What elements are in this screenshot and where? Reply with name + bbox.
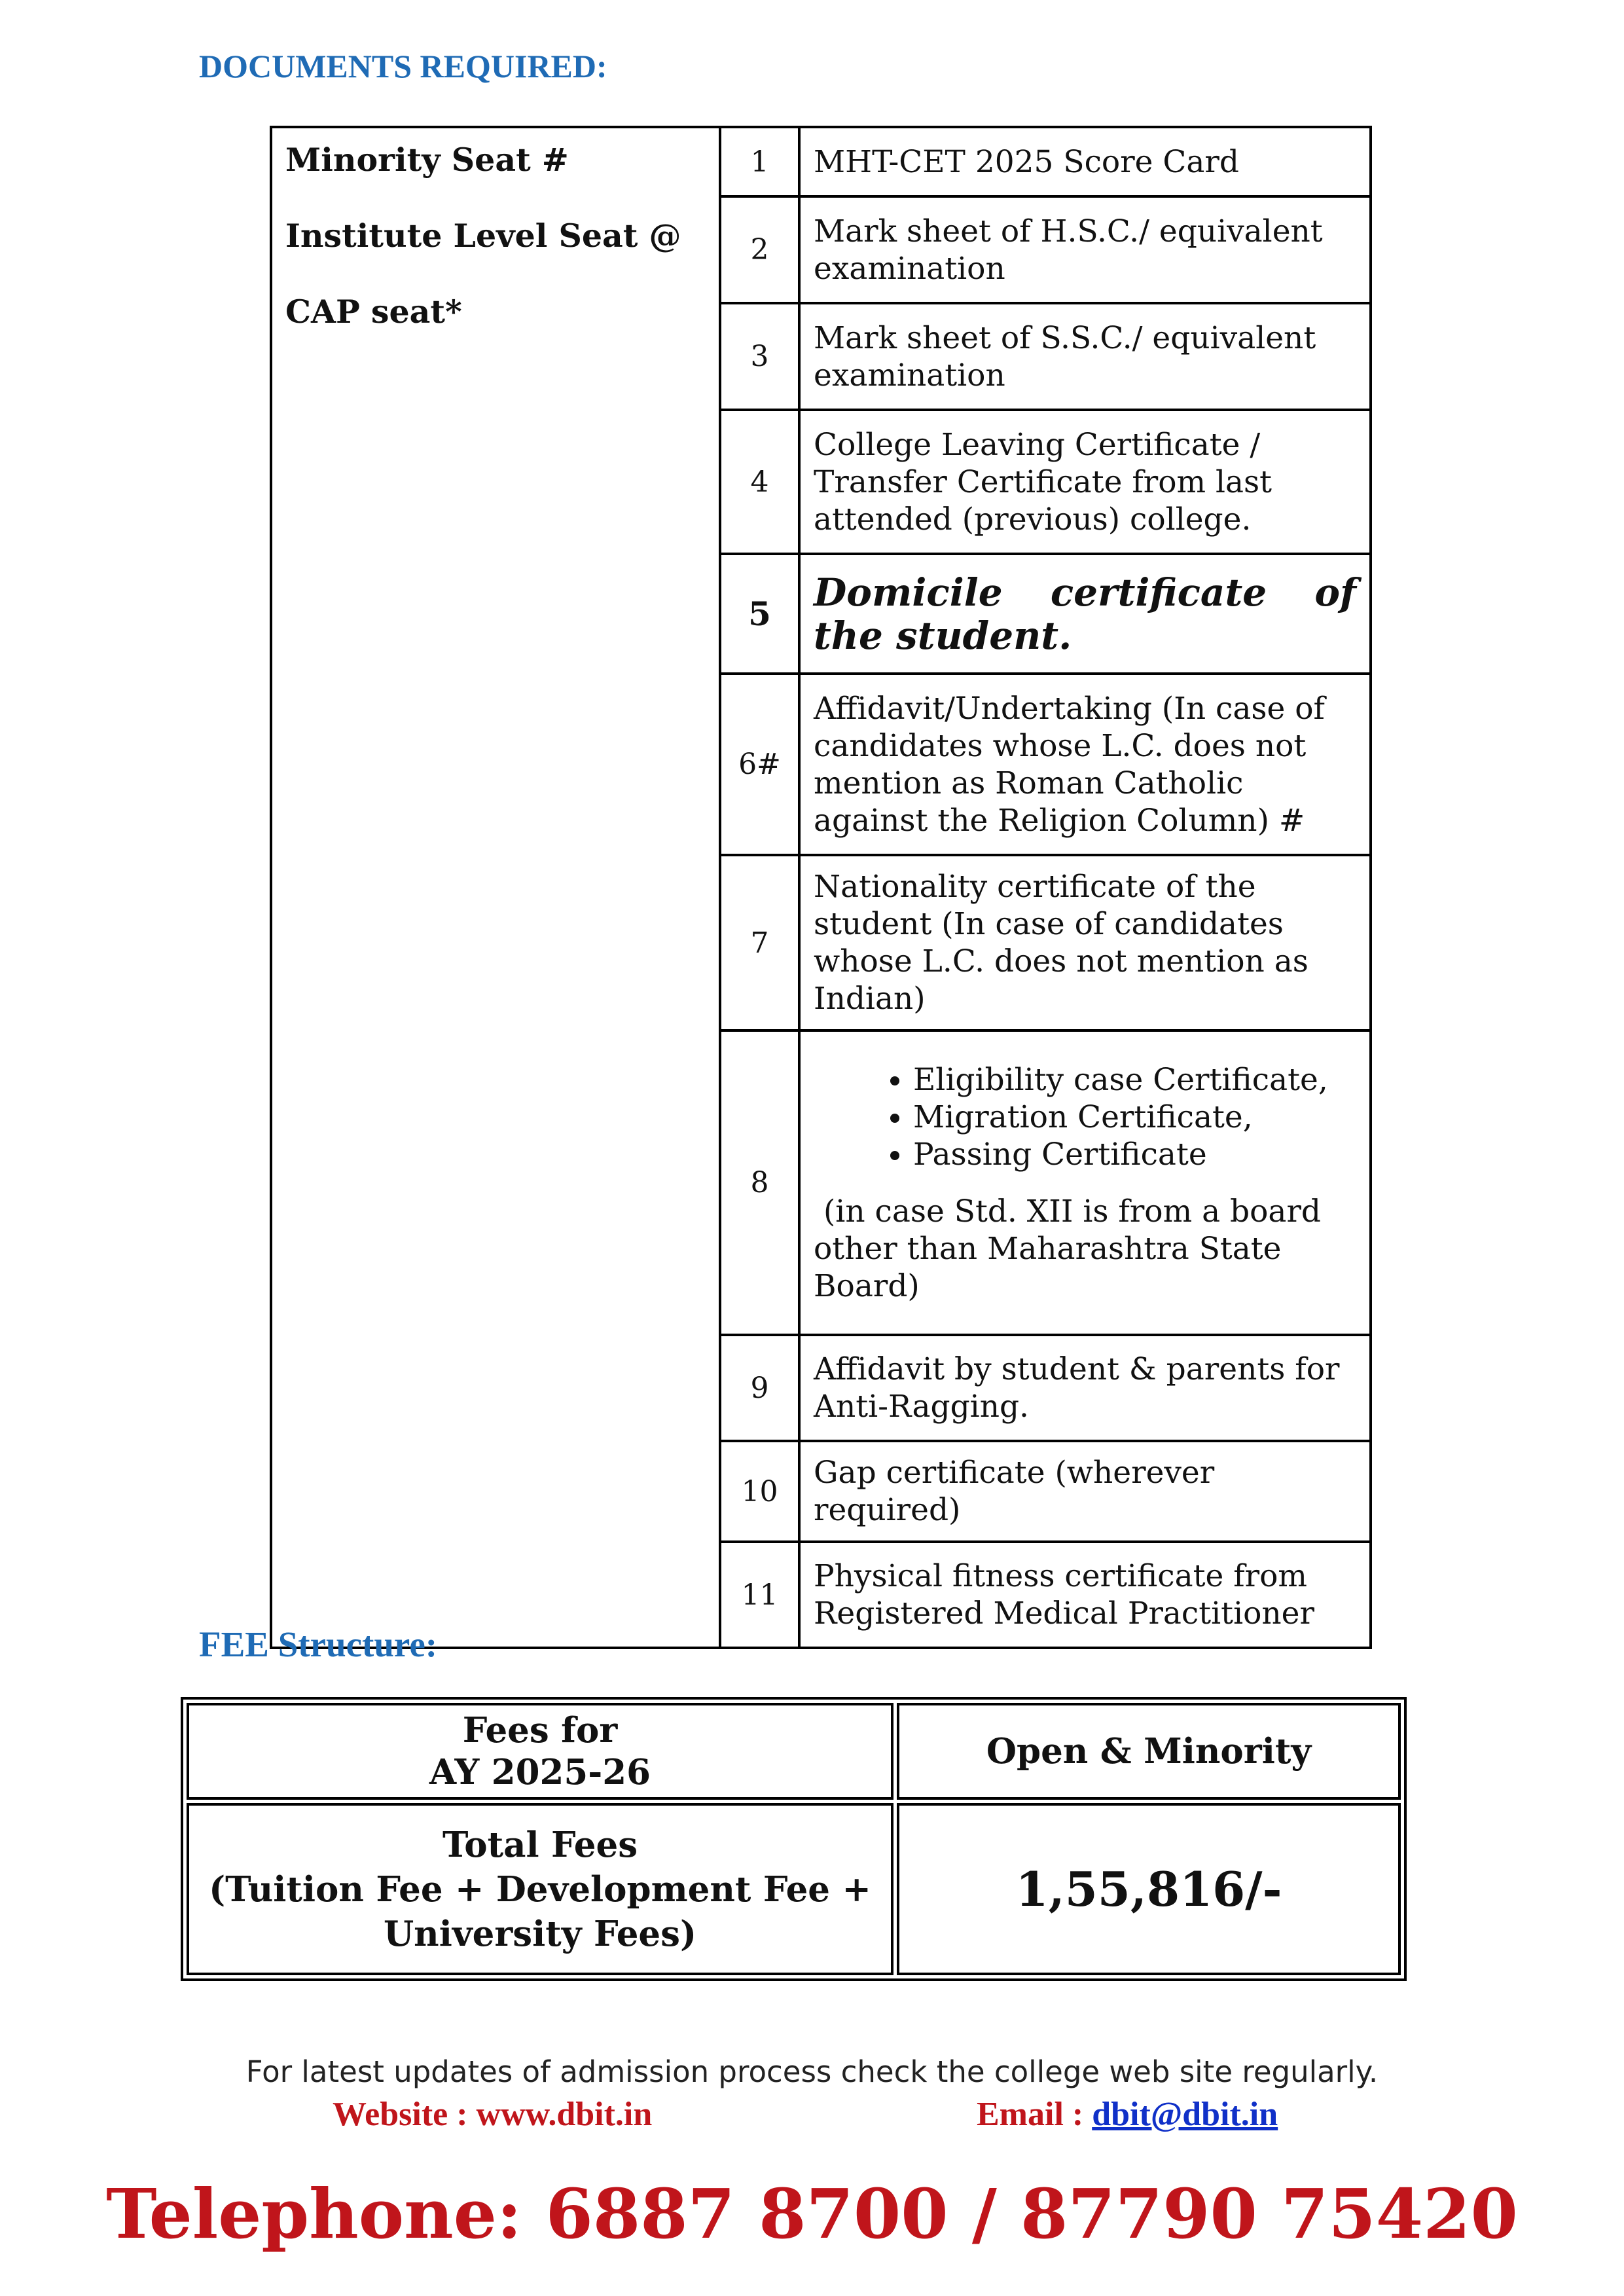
document-note: (in case Std. XII is from a board other than Maharashtra State Board) [814, 1193, 1331, 1304]
document-description: Nationality certificate of the student (In case of candidates whose L.C. does not mention as Indian) [799, 855, 1371, 1030]
updates-note: For latest updates of admission process check the college web site regularly. [245, 2054, 1379, 2089]
academic-year-label: AY 2025-26 [429, 1752, 651, 1793]
fee-table [181, 1697, 1407, 1981]
document-row [271, 127, 1371, 196]
website-contact: Website : www.dbit.in [333, 2096, 653, 2133]
document-number: 3 [720, 303, 799, 410]
document-description: Mark sheet of H.S.C./ equivalent examination [799, 196, 1371, 303]
document-number: 2 [720, 196, 799, 303]
list-item: • Passing Certificate [913, 1136, 1356, 1173]
email-contact [977, 2095, 1278, 2134]
eligibility-list [814, 1061, 1356, 1173]
document-description: Mark sheet of S.S.C./ equivalent examination [799, 303, 1371, 410]
list-item: • Eligibility case Certificate, [913, 1061, 1356, 1099]
seat-type-cap: CAP seat* [285, 293, 462, 331]
fee-breakdown-line: University Fees) [383, 1913, 697, 1954]
document-number: 9 [720, 1335, 799, 1441]
document-description-with-list [799, 1030, 1371, 1335]
fee-breakdown-line: (Tuition Fee + Development Fee + [209, 1868, 871, 1910]
telephone-contact: Telephone: 6887 8700 / 87790 75420 [106, 2174, 1518, 2254]
email-label: Email : [977, 2096, 1092, 2133]
document-number: 4 [720, 410, 799, 554]
seat-type-minority: Minority Seat # [285, 141, 569, 179]
fee-total-row [187, 1803, 1401, 1975]
fee-structure-heading: FEE Structure: [199, 1624, 438, 1664]
document-description: Physical fitness certificate from Registered Medical Practitioner [799, 1542, 1371, 1648]
document-description: College Leaving Certificate / Transfer Certificate from last attended (previous) college. [799, 410, 1371, 554]
list-item: • Migration Certificate, [913, 1099, 1356, 1136]
fee-header-row [187, 1703, 1401, 1800]
document-number: 7 [720, 855, 799, 1030]
seat-type-institute-level: Institute Level Seat @ [285, 217, 681, 255]
fee-category-header: Open & Minority [897, 1703, 1401, 1800]
document-description: Affidavit by student & parents for Anti-Ragging. [799, 1335, 1371, 1441]
seat-types-cell [271, 127, 720, 1648]
fee-header-year-cell [187, 1703, 893, 1800]
documents-table [270, 126, 1372, 1649]
document-number: 10 [720, 1441, 799, 1542]
total-fees-label: Total Fees [442, 1824, 638, 1865]
document-description: Domicile certificate of the student. [799, 554, 1371, 674]
document-number: 8 [720, 1030, 799, 1335]
documents-heading: DOCUMENTS REQUIRED: [199, 48, 607, 84]
document-number: 1 [720, 127, 799, 196]
document-description: Gap certificate (wherever required) [799, 1441, 1371, 1542]
email-link[interactable]: dbit@dbit.in [1092, 2096, 1278, 2133]
document-description: Affidavit/Undertaking (In case of candidates whose L.C. does not mention as Roman Catholic against the Religion Column) # [799, 674, 1371, 855]
total-fees-cell [187, 1803, 893, 1975]
document-number: 5 [720, 554, 799, 674]
document-number: 6# [720, 674, 799, 855]
document-number: 11 [720, 1542, 799, 1648]
document-description: MHT-CET 2025 Score Card [799, 127, 1371, 196]
fees-for-label: Fees for [462, 1710, 618, 1751]
total-fee-amount: 1,55,816/- [897, 1803, 1401, 1975]
